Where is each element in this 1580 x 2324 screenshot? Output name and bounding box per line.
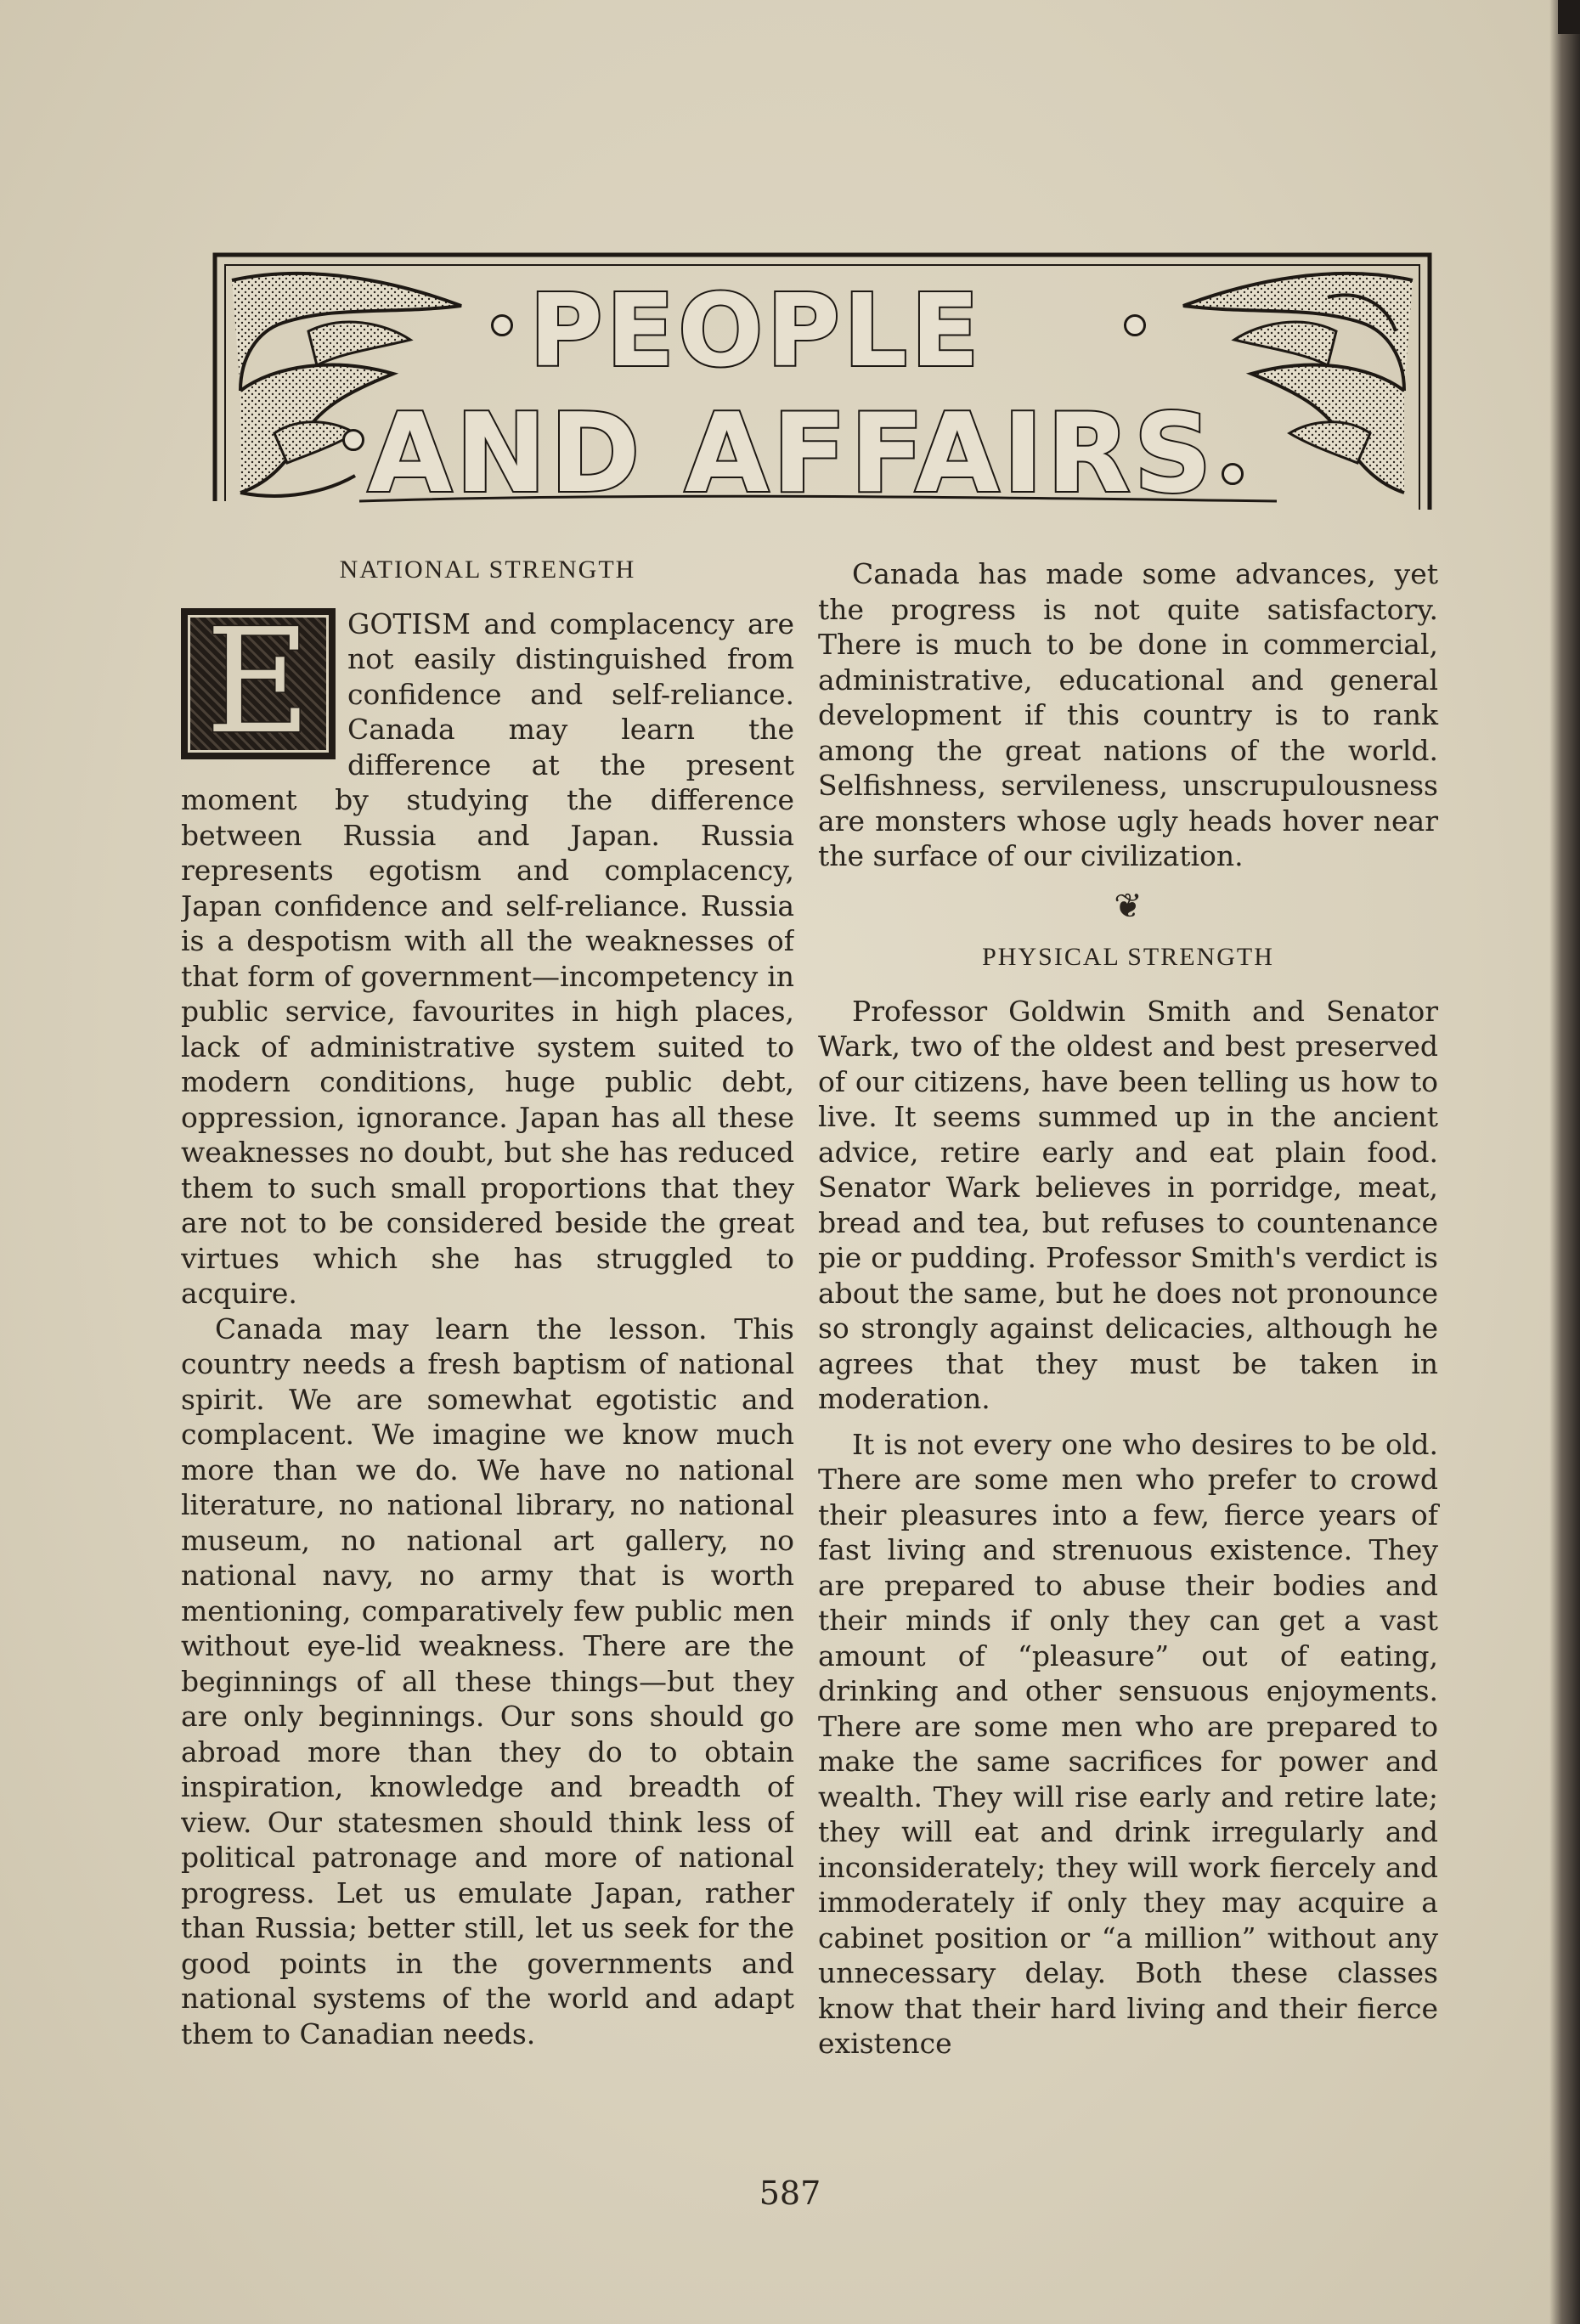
initial-letter: E [205, 606, 312, 766]
section-heading-physical-strength: PHYSICAL STRENGTH [982, 943, 1274, 971]
title-dot [342, 429, 364, 451]
right-column [818, 556, 1438, 2062]
paragraph: Professor Goldwin Smith and Senator Wark, two of the oldest and best preserved of our citizens, have been telling us how to live. It seems summed up in the ancient advice, retire early and eat plain food. Senator Wark believes in porridge, meat, bread and tea, but refuses to countenance pie or pudding. Professor Smith's verdict is about the same, but he does not pronounce so strongly against delicacies, although he agrees that they must be taken in moderation. [818, 994, 1438, 1415]
page-number: 587 [759, 2175, 821, 2212]
illuminated-initial [181, 606, 336, 766]
paragraph: Canada has made some advances, yet the progress is not quite satisfactory. There is much to be done in commercial, administrative, educational and general development if this country is to rank among the great nations of the world. Selfishness, servileness, unscrupulousness are monsters whose ugly heads hover near the surface of our civilization. [818, 557, 1438, 872]
title-people: PEOPLE [529, 272, 983, 389]
section-heading-national-strength: NATIONAL STRENGTH [339, 556, 636, 584]
book-spine-shadow [1549, 0, 1580, 2324]
article-national-strength [181, 606, 794, 2052]
section-ornament: ❦ [1114, 886, 1143, 926]
title-dot [491, 314, 513, 336]
lead-word: GOTISM [347, 606, 471, 640]
title-and-affairs: AND AFFAIRS [368, 391, 1216, 517]
title-dot [1222, 463, 1244, 485]
book-edge [1558, 0, 1580, 34]
paragraph: Canada may learn the lesson. This country needs a fresh baptism of national spirit. We are somewhat egotistic and complacent. We imagine we know much more than we do. We have no national literature, no national library, no national museum, no national art gallery, no national navy, no army that is worth mentioning, comparatively few public men without eye-lid weakness. There are the beginnings of all these things—but they are only beginnings. Our sons should go abroad more than they do to obtain inspiration, knowledge and breadth of view. Our statesmen should think less of political patronage and more of national progress. Let us emulate Japan, rather than Russia; better still, let us seek for the good points in the governments and national systems of the world and adapt them to Canadian needs. [181, 1311, 794, 2050]
paragraph: It is not every one who desires to be old. There are some men who prefer to crowd their pleasures into a few, fierce years of fast living and strenuous existence. They are prepared to abuse their bodies and their minds if only they can get a vast amount of “pleasure” out of eating, drinking and other sensuous enjoyments. There are some men who are prepared to make the same sacrifices for power and wealth. They will rise early and retire late; they will eat and drink irregularly and inconsiderately; they will work fiercely and immoderately if only they may acquire a cabinet position or “a million” without any unnecessary delay. Both these classes know that their hard living and their fierce existence [818, 1427, 1438, 2060]
left-column [181, 552, 794, 2051]
title-dot [1124, 314, 1146, 336]
title-banner [206, 246, 1438, 518]
paragraph-text: and complacency are not easily distinguished from confidence and self-reliance. Canada may learn the difference at the present moment by studying the difference between Russia and Japan. Russia represents egotism and complacency, Japan confidence and self-reliance. Russia is a despotism with all the weaknesses of that form of government—incompetency in public service, favourites in high places, lack of administrative system suited to modern conditions, huge public debt, oppression, ignorance. Japan has all these weaknesses no doubt, but she has reduced them to such small proportions that they are not to be considered beside the great virtues which she has struggled to acquire. [181, 606, 794, 1310]
